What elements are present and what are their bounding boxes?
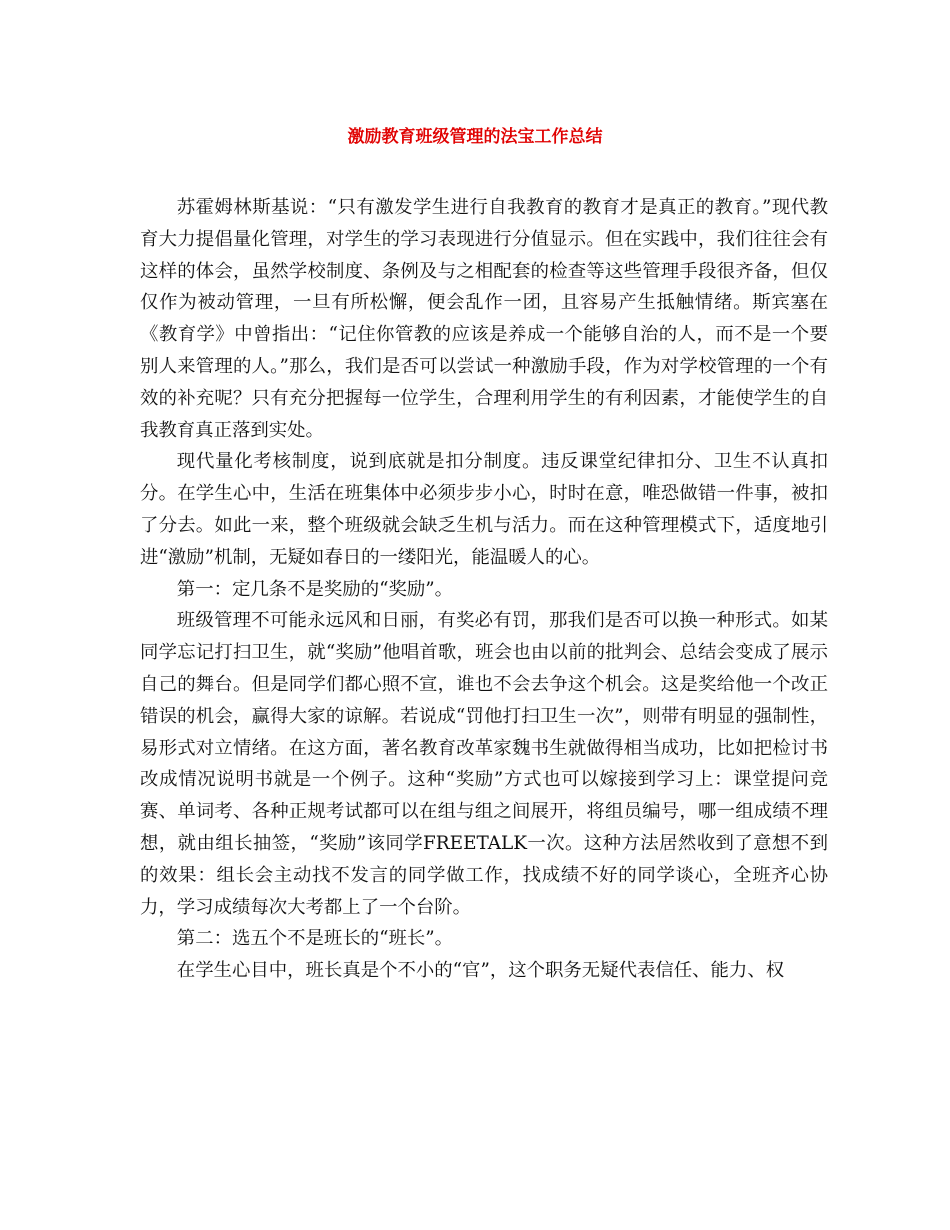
document-body — [140, 192, 828, 987]
paragraph-quantified-assessment: 现代量化考核制度，说到底就是扣分制度。违反课堂纪律扣分、卫生不认真扣分。在学生心中，生活在班集体中必须步步小心，时时在意，唯恐做错一件事，被扣了分去。如此一来，整个班级就会缺乏生机与活力。而在这种管理模式下，适度地引进“激励”机制，无疑如春日的一缕阳光，能温暖人的心。 — [140, 451, 828, 568]
section-heading-first: 第一：定几条不是奖励的“奖励”。 — [176, 578, 454, 600]
paragraph-intro: 苏霍姆林斯基说：“只有激发学生进行自我教育的教育才是真正的教育。”现代教育大力提倡量化管理，对学生的学习表现进行分值显示。但在实践中，我们往往会有这样的体会，虽然学校制度、条例及与之相配套的检查等这些管理手段很齐备，但仅仅作为被动管理，一旦有所松懈，便会乱作一团，且容易产生抵触情绪。斯宾塞在《教育学》中曾指出：“记住你管教的应该是养成一个能够自治的人，而不是一个要别人来管理的人。”那么，我们是否可以尝试一种激励手段，作为对学校管理的一个有效的补充呢？只有充分把握每一位学生，合理利用学生的有利因素，才能使学生的自我教育真正落到实处。 — [140, 197, 828, 441]
paragraph-second-method: 在学生心目中，班长真是个不小的“官”，这个职务无疑代表信任、能力、权 — [176, 960, 785, 982]
paragraph-first-method: 班级管理不可能永远风和日丽，有奖必有罚，那我们是否可以换一种形式。如某同学忘记打扫卫生，就“奖励”他唱首歌，班会也由以前的批判会、总结会变成了展示自己的舞台。但是同学们都心照不宣，谁也不会去争这个机会。这是奖给他一个改正错误的机会，赢得大家的谅解。若说成“罚他打扫卫生一次”，则带有明显的强制性，易形式对立情绪。在这方面，著名教育改革家魏书生就做得相当成功，比如把检讨书改成情况说明书就是一个例子。这种“奖励”方式也可以嫁接到学习上：课堂提问竞赛、单词考、各种正规考试都可以在组与组之间展开，将组员编号，哪一组成绩不理想，就由组长抽签，“奖励”该同学FREETALK一次。这种方法居然收到了意想不到的效果：组长会主动找不发言的同学做工作，找成绩不好的同学谈心，全班齐心协力，学习成绩每次大考都上了一个台阶。 — [140, 610, 828, 918]
section-heading-second: 第二：选五个不是班长的“班长”。 — [176, 928, 454, 950]
document-title: 激励教育班级管理的法宝工作总结 — [347, 127, 603, 147]
